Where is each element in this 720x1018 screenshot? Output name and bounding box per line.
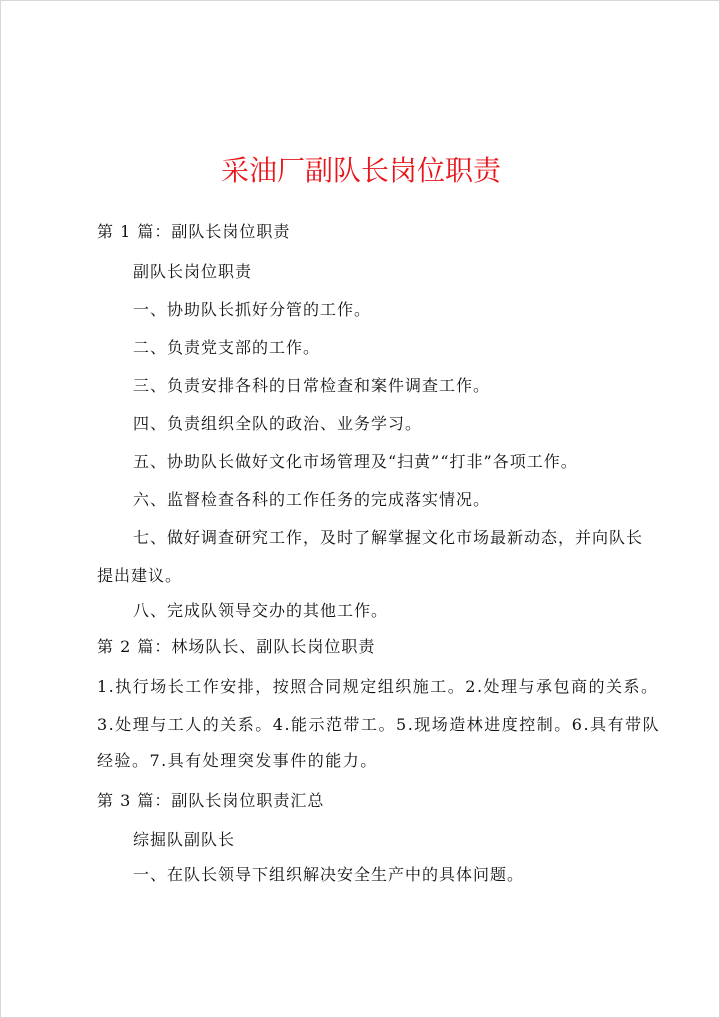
paragraph-line: 一、协助队长抓好分管的工作。 — [133, 300, 372, 319]
paragraph-line: 3.处理与工人的关系。4.能示范带工。5.现场造林进度控制。6.具有带队 — [97, 715, 661, 734]
section-heading-3: 第 3 篇：副队长岗位职责汇总 — [97, 791, 325, 810]
paragraph-line: 五、协助队长做好文化市场管理及“扫黄”“打非”各项工作。 — [133, 452, 578, 471]
section-heading-2: 第 2 篇：林场队长、副队长岗位职责 — [97, 637, 376, 656]
paragraph-line: 三、负责安排各科的日常检查和案件调查工作。 — [133, 376, 491, 395]
paragraph-line: 八、完成队领导交办的其他工作。 — [133, 601, 389, 620]
section-heading-1: 第 1 篇：副队长岗位职责 — [97, 222, 291, 241]
paragraph-line: 综掘队副队长 — [133, 830, 236, 849]
paragraph-line: 1.执行场长工作安排，按照合同规定组织施工。2.处理与承包商的关系。 — [97, 677, 659, 696]
paragraph-line: 经验。7.具有处理突发事件的能力。 — [97, 751, 378, 770]
document-title: 采油厂副队长岗位职责 — [220, 154, 501, 187]
paragraph-line: 一、在队长领导下组织解决安全生产中的具体问题。 — [133, 865, 525, 884]
paragraph-line: 二、负责党支部的工作。 — [133, 338, 321, 357]
paragraph-line: 副队长岗位职责 — [133, 262, 253, 281]
paragraph-line: 七、做好调查研究工作，及时了解掌握文化市场最新动态，并向队长 — [133, 528, 644, 547]
paragraph-line: 六、监督检查各科的工作任务的完成落实情况。 — [133, 490, 491, 509]
paragraph-line: 提出建议。 — [97, 566, 183, 585]
paragraph-line: 四、负责组织全队的政治、业务学习。 — [133, 414, 423, 433]
